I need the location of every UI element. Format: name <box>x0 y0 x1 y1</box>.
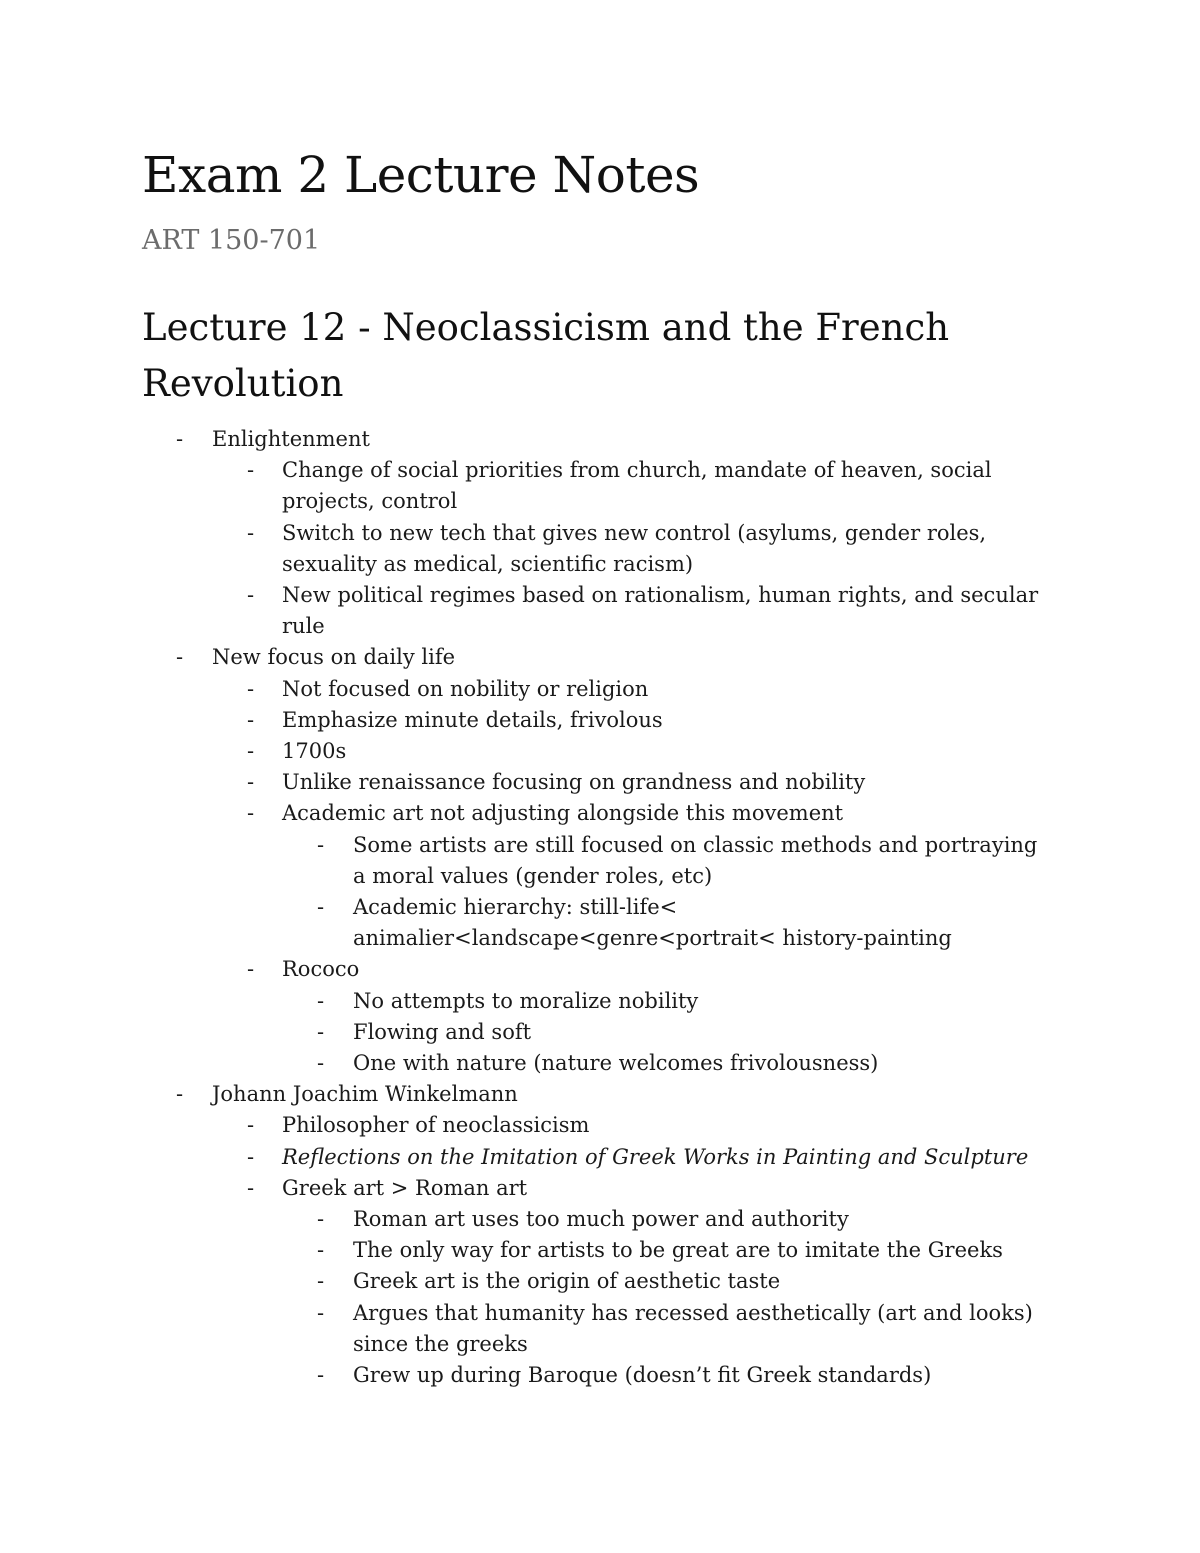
list-item <box>0 1266 1053 1297</box>
list-item-text: Greek art is the origin of aesthetic taste <box>353 1269 781 1294</box>
list-item <box>0 1298 1053 1360</box>
list-item <box>0 1173 1052 1204</box>
lecture-heading: Lecture 12 - Neoclassicism and the French Revolution <box>142 306 950 405</box>
bullet-dash: - <box>317 1019 325 1044</box>
list-item <box>0 1142 1052 1173</box>
bullet-dash: - <box>247 520 255 545</box>
list-item <box>0 1048 1053 1079</box>
list-item-text: Reflections on the Imitation of Greek Works in Painting and Sculpture <box>282 1144 1029 1169</box>
list-item <box>0 798 1052 829</box>
bullet-dash: - <box>317 1051 325 1076</box>
bullet-dash: - <box>317 1238 325 1263</box>
bullet-dash: - <box>247 801 255 826</box>
bullet-dash: - <box>317 895 325 920</box>
list-item <box>0 892 1053 954</box>
list-item-text: Academic art not adjusting alongside this movement <box>282 801 844 826</box>
bullet-dash: - <box>247 583 255 608</box>
list-item-text: Johann Joachim Winkelmann <box>212 1082 518 1107</box>
list-item-text: Grew up during Baroque (doesn’t fit Greek standards) <box>353 1363 932 1388</box>
list-item <box>0 736 1052 767</box>
list-item-text: Change of social priorities from church, mandate of heaven, social projects, control <box>282 458 992 514</box>
bullet-dash: - <box>247 739 255 764</box>
list-item-text: The only way for artists to be great are to imitate the Greeks <box>353 1238 1003 1263</box>
list-item-text: Philosopher of neoclassicism <box>282 1113 590 1138</box>
list-item-text: Unlike renaissance focusing on grandness and nobility <box>282 770 866 795</box>
list-item-text: No attempts to moralize nobility <box>353 988 699 1013</box>
bullet-dash: - <box>247 1175 255 1200</box>
list-item-text: Flowing and soft <box>353 1019 532 1044</box>
bullet-dash: - <box>176 645 184 670</box>
list-item <box>0 954 1052 985</box>
bullet-dash: - <box>247 1113 255 1138</box>
list-item <box>0 518 1052 580</box>
list-item <box>0 455 1052 517</box>
list-item <box>0 674 1052 705</box>
bullet-dash: - <box>247 458 255 483</box>
list-item-text: Argues that humanity has recessed aesthetically (art and looks) since the greeks <box>353 1300 1033 1356</box>
list-item <box>0 1235 1053 1266</box>
list-item-text: Enlightenment <box>212 427 370 451</box>
list-item-text: Not focused on nobility or religion <box>282 676 649 701</box>
bullet-dash: - <box>247 676 255 701</box>
bullet-dash: - <box>247 707 255 732</box>
bullet-dash: - <box>176 1082 184 1107</box>
list-item <box>0 1079 1042 1110</box>
bullet-dash: - <box>317 1300 325 1325</box>
bullet-dash: - <box>317 1363 325 1388</box>
bullet-dash: - <box>317 832 325 857</box>
list-item-text: New focus on daily life <box>212 645 456 670</box>
list-item-text: Rococo <box>282 957 360 982</box>
list-item <box>0 830 1053 892</box>
list-item-text: New political regimes based on rationalism, human rights, and secular rule <box>282 583 1039 639</box>
bullet-dash: - <box>176 427 184 451</box>
list-item-text: 1700s <box>282 739 347 764</box>
bullet-dash: - <box>317 988 325 1013</box>
list-item <box>0 424 1042 455</box>
list-item-text: Emphasize minute details, frivolous <box>282 707 663 732</box>
bullet-dash: - <box>247 770 255 795</box>
list-item-text: Academic hierarchy: still-life< animalier<landscape<genre<portrait< history-painting <box>353 895 952 951</box>
list-item <box>0 767 1052 798</box>
list-item-text: Switch to new tech that gives new control (asylums, gender roles, sexuality as medical, scientific racism) <box>282 520 987 576</box>
list-item <box>0 705 1052 736</box>
list-item <box>0 580 1052 642</box>
list-item-text: Some artists are still focused on classic methods and portraying a moral values (gender roles, etc) <box>353 832 1038 888</box>
course-code: ART 150-701 <box>142 225 321 256</box>
bullet-dash: - <box>247 1144 255 1169</box>
list-item-text: Greek art > Roman art <box>282 1175 528 1200</box>
list-item <box>0 1204 1053 1235</box>
page-title: Exam 2 Lecture Notes <box>142 146 700 204</box>
list-item-text: Roman art uses too much power and authority <box>353 1207 849 1232</box>
list-item <box>0 1110 1052 1141</box>
bullet-dash: - <box>247 957 255 982</box>
list-item <box>0 642 1042 673</box>
bullet-dash: - <box>317 1207 325 1232</box>
list-item <box>0 1017 1053 1048</box>
list-item <box>0 986 1053 1017</box>
notes-list <box>0 424 1200 1391</box>
bullet-dash: - <box>317 1269 325 1294</box>
list-item-text: One with nature (nature welcomes frivolousness) <box>353 1051 879 1076</box>
list-item <box>0 1360 1053 1391</box>
